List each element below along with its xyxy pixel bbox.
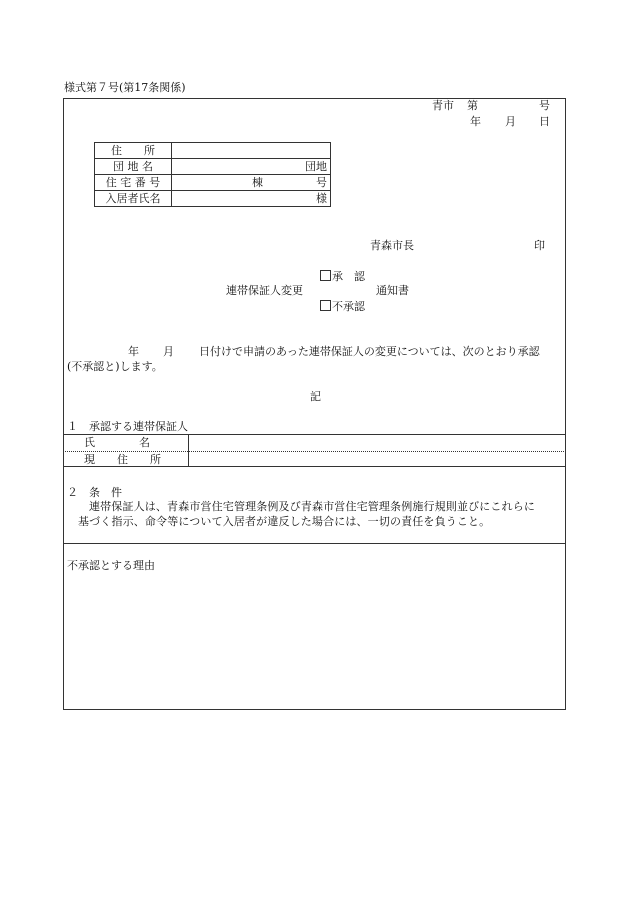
house-number-value [172, 175, 331, 191]
ki-mark: 記 [310, 390, 321, 403]
reject-label: 不承認 [332, 300, 365, 313]
option-reject [320, 300, 365, 312]
conditions-line1: 連帯保証人は、青森市営住宅管理条例及び青森市営住宅管理条例施行規則並びにこれらに [89, 500, 535, 513]
seal-mark: 印 [534, 239, 545, 252]
complex-suffix: 団地 [305, 160, 327, 173]
unit-suffix: 号 [316, 176, 327, 189]
guarantor-name-label: 氏 名 [84, 436, 150, 449]
doc-number-dai: 第 [467, 99, 478, 112]
divider [63, 466, 566, 467]
resident-name-label: 入居者氏名 [95, 191, 172, 207]
notice-subject: 連帯保証人変更 [226, 284, 303, 297]
address-table [94, 142, 331, 207]
table-row [95, 159, 331, 175]
section1-title: １ 承認する連帯保証人 [67, 420, 188, 433]
divider [63, 543, 566, 544]
divider [63, 434, 566, 435]
conditions-line2: 基づく指示、命令等について入居者が違反した場合には、一切の責任を負うこと。 [78, 515, 491, 528]
approve-label: 承 認 [332, 270, 365, 283]
section2-title: ２ 条 件 [67, 486, 122, 499]
honorific: 様 [316, 192, 327, 205]
table-row [95, 191, 331, 207]
rejection-reason-label: 不承認とする理由 [67, 559, 155, 572]
option-approve [320, 270, 365, 282]
date-month: 月 [505, 115, 516, 128]
body-month: 月 [163, 345, 174, 358]
notice-suffix: 通知書 [376, 284, 409, 297]
table-row [95, 143, 331, 159]
reject-checkbox [320, 300, 331, 311]
building-suffix: 棟 [252, 176, 263, 189]
guarantor-address-label: 現 住 所 [84, 453, 161, 466]
doc-number-go: 号 [539, 99, 550, 112]
table-row [95, 175, 331, 191]
address-value [172, 143, 331, 159]
address-label: 住 所 [95, 143, 172, 159]
resident-name-value [172, 191, 331, 207]
complex-name-value [172, 159, 331, 175]
doc-number-prefix: 青市 [432, 99, 454, 112]
body-line1: 日付けで申請のあった連帯保証人の変更については、次のとおり承認 [199, 345, 540, 358]
divider [188, 434, 189, 466]
body-year: 年 [128, 345, 139, 358]
body-line2: (不承認と)します。 [67, 360, 163, 373]
date-day: 日 [539, 115, 550, 128]
form-title: 様式第７号(第17条関係) [64, 81, 186, 94]
approve-checkbox [320, 270, 331, 281]
date-year: 年 [470, 115, 481, 128]
house-number-label: 住 宅 番 号 [95, 175, 172, 191]
divider [63, 451, 566, 452]
complex-name-label: 団 地 名 [95, 159, 172, 175]
issuer-title: 青森市長 [370, 239, 414, 252]
